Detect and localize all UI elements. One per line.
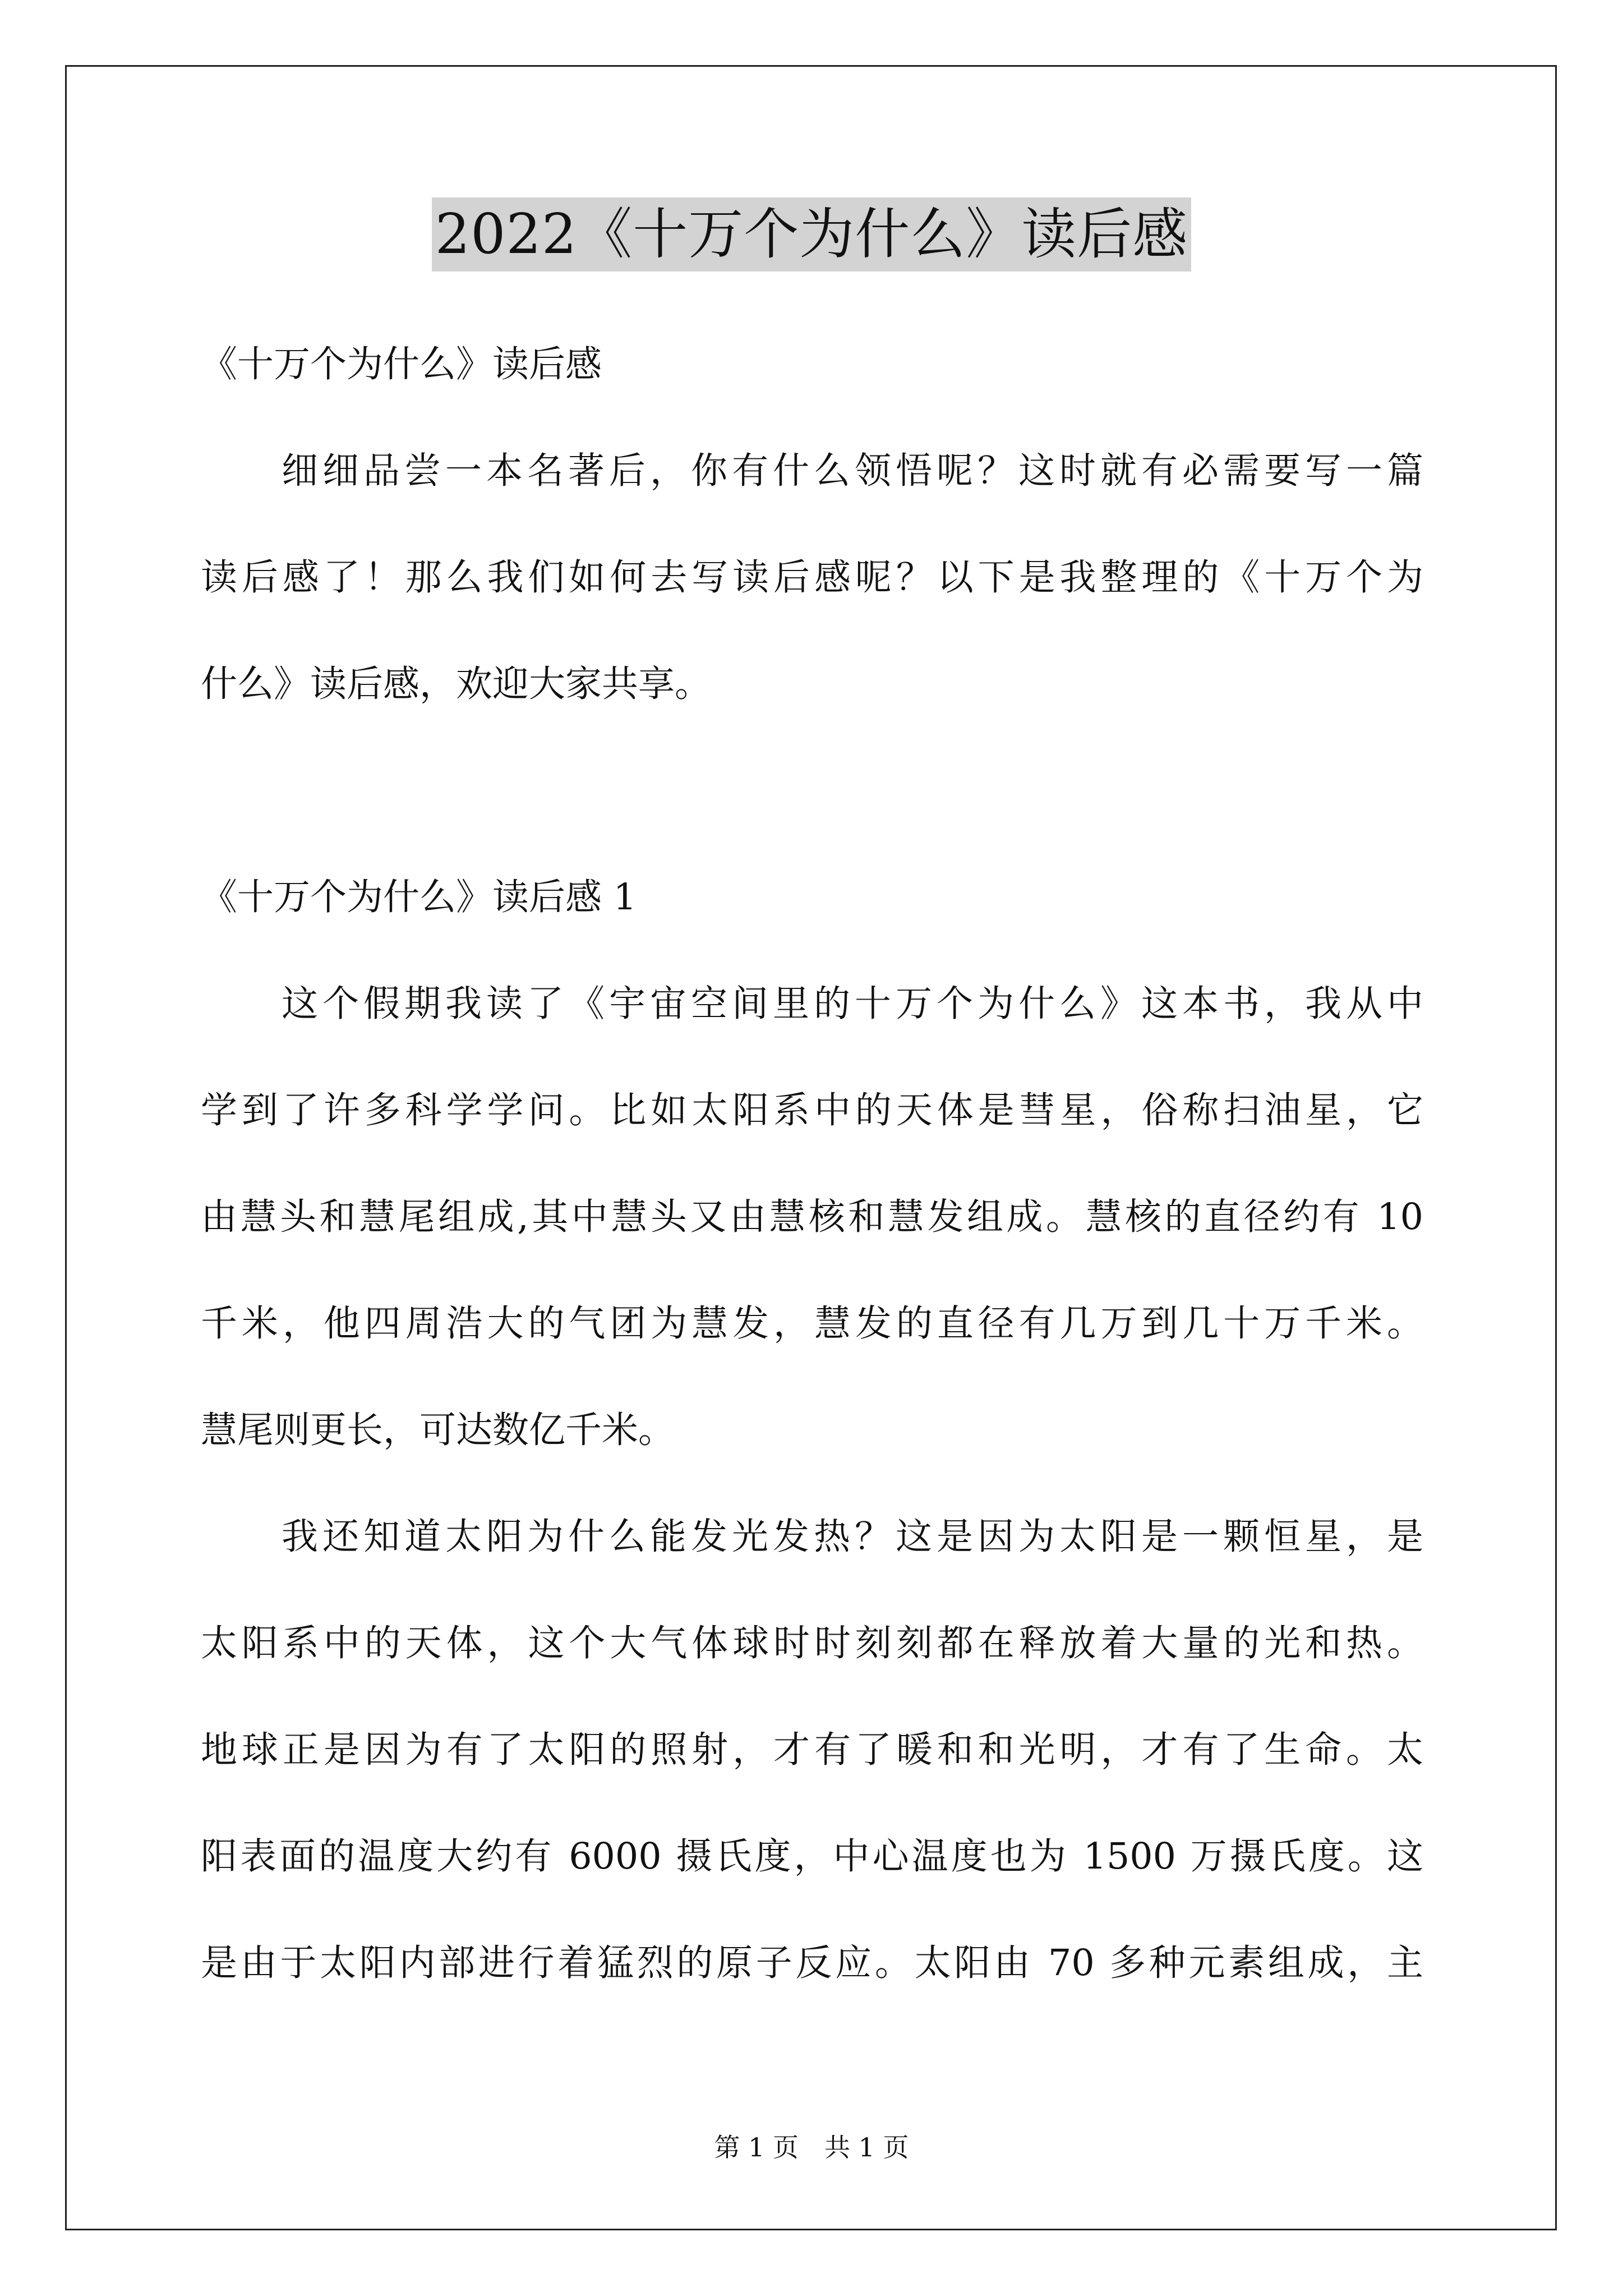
paragraph-line: 这个假期我读了《宇宙空间里的十万个为什么》这本书，我从中	[282, 983, 1423, 1025]
intro-line: 什么》读后感，欢迎大家共享。	[201, 663, 712, 705]
paragraph-line: 慧尾则更长，可达数亿千米。	[201, 1409, 675, 1451]
paragraph-line: 阳表面的温度大约有 6000 摄氏度，中心温度也为 1500 万摄氏度。这	[201, 1835, 1423, 1878]
title-container	[0, 197, 1623, 272]
blank-line	[201, 738, 1423, 844]
paragraph-line: 由慧头和慧尾组成,其中慧头又由慧核和慧发组成。慧核的直径约有 10	[201, 1196, 1423, 1238]
subtitle: 《十万个为什么》读后感	[201, 343, 602, 385]
intro-line: 读后感了！那么我们如何去写读后感呢？以下是我整理的《十万个为	[201, 556, 1423, 599]
page-footer: 第 1 页 共 1 页	[714, 2132, 909, 2162]
paragraph-line: 学到了许多科学学问。比如太阳系中的天体是彗星，俗称扫油星，它	[201, 1089, 1423, 1131]
paragraph-line: 地球正是因为有了太阳的照射，才有了暖和和光明，才有了生命。太	[201, 1729, 1423, 1771]
paragraph-line: 千米，他四周浩大的气团为慧发，慧发的直径有几万到几十万千米。	[201, 1303, 1423, 1345]
intro-line: 细细品尝一本名著后，你有什么领悟呢？这时就有必需要写一篇	[282, 450, 1423, 492]
document-title: 2022《十万个为什么》读后感	[432, 197, 1191, 272]
document-body	[201, 311, 1423, 2017]
paragraph-line: 太阳系中的天体，这个大气体球时时刻刻都在释放着大量的光和热。	[201, 1622, 1423, 1664]
section-heading: 《十万个为什么》读后感 1	[201, 876, 637, 918]
paragraph-line: 是由于太阳内部进行着猛烈的原子反应。太阳由 70 多种元素组成，主	[201, 1942, 1423, 1984]
paragraph-line: 我还知道太阳为什么能发光发热？这是因为太阳是一颗恒星，是	[282, 1516, 1423, 1558]
